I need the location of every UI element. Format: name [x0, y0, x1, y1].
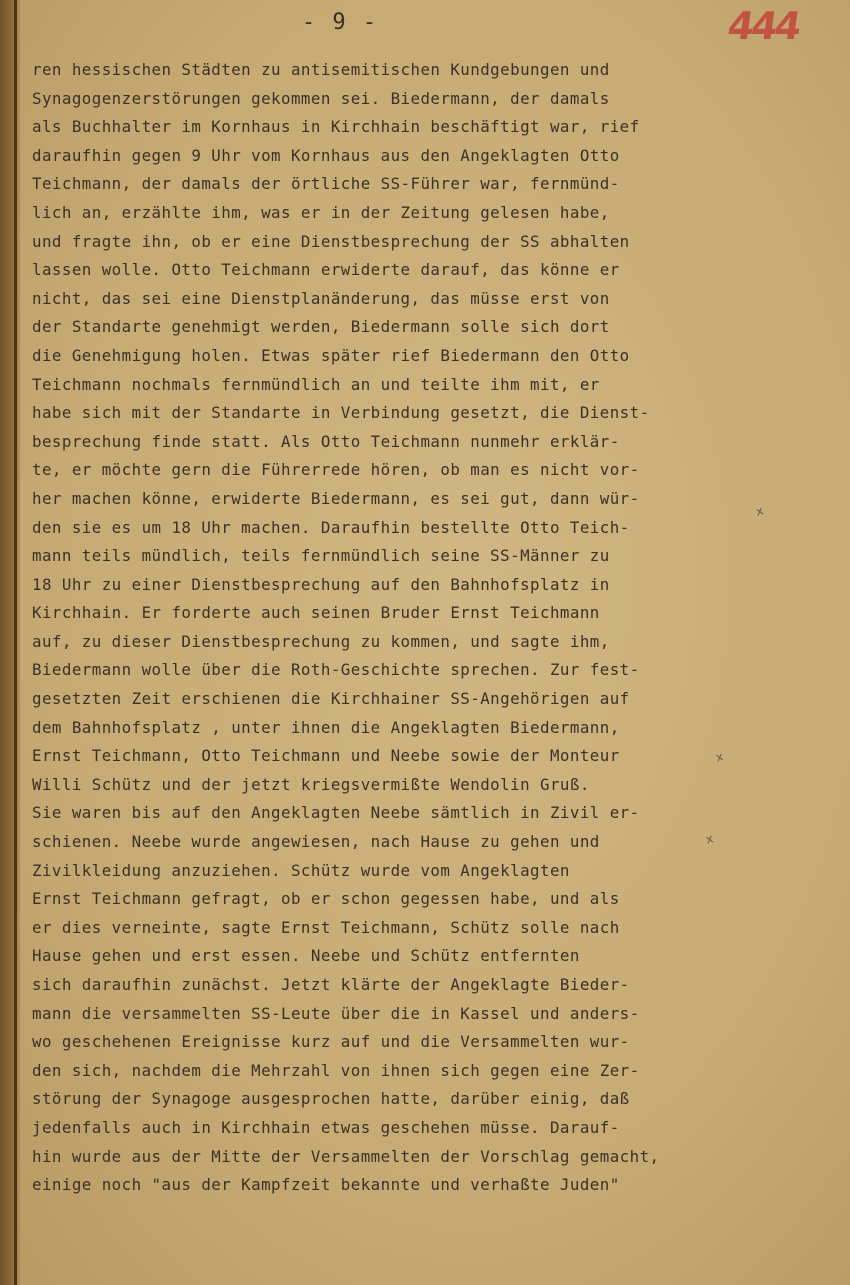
text-line: auf, zu dieser Dienstbesprechung zu kommen, und sagte ihm, [32, 631, 610, 651]
text-line: die Genehmigung holen. Etwas später rief Biedermann den Otto [32, 345, 630, 365]
text-line: störung der Synagoge ausgesprochen hatte, darüber einig, daß [32, 1089, 630, 1109]
text-line: gesetzten Zeit erschienen die Kirchhainer SS-Angehörigen auf [32, 689, 630, 709]
typewritten-text-body [32, 56, 832, 1200]
text-line: nicht, das sei eine Dienstplanänderung, das müsse erst von [32, 288, 610, 308]
text-line: dem Bahnhofsplatz , unter ihnen die Angeklagten Biedermann, [32, 717, 620, 737]
text-line: als Buchhalter im Kornhaus in Kirchhain beschäftigt war, rief [32, 117, 640, 137]
margin-check-mark: x [714, 749, 725, 765]
text-line: und fragte ihn, ob er eine Dienstbesprechung der SS abhalten [32, 231, 630, 251]
text-line: te, er möchte gern die Führerrede hören, ob man es nicht vor- [32, 460, 640, 480]
text-line: mann teils mündlich, teils fernmündlich seine SS-Männer zu [32, 546, 610, 566]
text-line: Ernst Teichmann, Otto Teichmann und Neebe sowie der Monteur [32, 746, 620, 766]
text-line: Zivilkleidung anzuziehen. Schütz wurde vom Angeklagten [32, 860, 570, 880]
text-line: er dies verneinte, sagte Ernst Teichmann, Schütz solle nach [32, 917, 620, 937]
text-line: jedenfalls auch in Kirchhain etwas geschehen müsse. Darauf- [32, 1117, 620, 1137]
text-line: Willi Schütz und der jetzt kriegsvermißte Wendolin Gruß. [32, 774, 590, 794]
text-line: der Standarte genehmigt werden, Biedermann solle sich dort [32, 317, 610, 337]
page-binding-edge [0, 0, 20, 1285]
text-line: daraufhin gegen 9 Uhr vom Kornhaus aus den Angeklagten Otto [32, 145, 620, 165]
text-line: den sie es um 18 Uhr machen. Daraufhin bestellte Otto Teich- [32, 517, 630, 537]
margin-check-mark: x [754, 503, 765, 519]
text-line: einige noch "aus der Kampfzeit bekannte und verhaßte Juden" [32, 1175, 620, 1195]
binding-stripe [14, 0, 17, 1285]
text-line: lassen wolle. Otto Teichmann erwiderte darauf, das könne er [32, 260, 620, 280]
handwritten-folio-number: 444 [724, 4, 802, 48]
text-line: hin wurde aus der Mitte der Versammelten der Vorschlag gemacht, [32, 1146, 660, 1166]
text-line: mann die versammelten SS-Leute über die in Kassel und anders- [32, 1003, 640, 1023]
text-line: her machen könne, erwiderte Biedermann, es sei gut, dann wür- [32, 488, 640, 508]
margin-check-mark: x [704, 831, 715, 847]
text-line: schienen. Neebe wurde angewiesen, nach Hause zu gehen und [32, 832, 600, 852]
text-line: Biedermann wolle über die Roth-Geschichte sprechen. Zur fest- [32, 660, 640, 680]
text-line: Hause gehen und erst essen. Neebe und Schütz entfernten [32, 946, 580, 966]
text-line: sich daraufhin zunächst. Jetzt klärte der Angeklagte Bieder- [32, 975, 630, 994]
text-line: habe sich mit der Standarte in Verbindung gesetzt, die Dienst- [32, 403, 650, 423]
text-line: Teichmann nochmals fernmündlich an und teilte ihm mit, er [32, 374, 600, 394]
text-line: Ernst Teichmann gefragt, ob er schon gegessen habe, und als [32, 889, 620, 909]
text-line: wo geschehenen Ereignisse kurz auf und die Versammelten wur- [32, 1032, 630, 1052]
text-line: Kirchhain. Er forderte auch seinen Bruder Ernst Teichmann [32, 603, 600, 623]
text-line: besprechung finde statt. Als Otto Teichmann nunmehr erklär- [32, 431, 620, 451]
text-line: Synagogenzerstörungen gekommen sei. Biedermann, der damals [32, 88, 610, 108]
text-line: lich an, erzählte ihm, was er in der Zeitung gelesen habe, [32, 202, 610, 222]
text-line: ren hessischen Städten zu antisemitischen Kundgebungen und [32, 60, 610, 79]
text-line: Teichmann, der damals der örtliche SS-Führer war, fernmünd- [32, 174, 620, 194]
text-line: den sich, nachdem die Mehrzahl von ihnen sich gegen eine Zer- [32, 1060, 640, 1080]
page-number: - 9 - [301, 10, 379, 35]
text-line: Sie waren bis auf den Angeklagten Neebe sämtlich in Zivil er- [32, 803, 640, 823]
text-line: 18 Uhr zu einer Dienstbesprechung auf den Bahnhofsplatz in [32, 574, 610, 594]
